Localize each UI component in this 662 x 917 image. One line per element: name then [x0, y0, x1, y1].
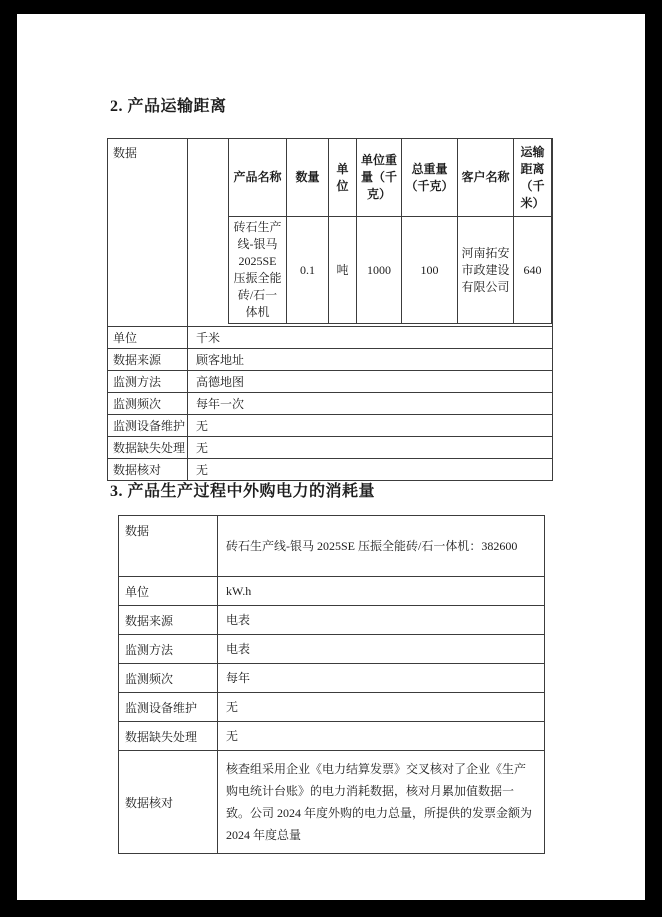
- table-row: [108, 139, 553, 327]
- cell-total-weight: 100: [402, 217, 458, 324]
- row-label-cell: 数据缺失处理: [108, 437, 188, 459]
- cell-customer-name: 河南拓安市政建设有限公司: [458, 217, 514, 324]
- table-row: [119, 635, 545, 664]
- table-row: [119, 516, 545, 577]
- row-label-cell: 监测设备维护: [108, 415, 188, 437]
- table-row: [119, 693, 545, 722]
- cell-transport-distance: 640: [514, 217, 552, 324]
- row-value-cell: kW.h: [218, 577, 545, 606]
- row-value-cell: 无: [188, 415, 553, 437]
- product-detail-table: [228, 138, 552, 324]
- row-label-cell: 数据: [108, 139, 188, 327]
- row-value-cell: 电表: [218, 635, 545, 664]
- nested-table-cell: [188, 139, 553, 327]
- table-row: [229, 217, 552, 324]
- row-label-cell: 单位: [119, 577, 218, 606]
- row-value-cell: 无: [188, 437, 553, 459]
- table-row: [119, 606, 545, 635]
- header-transport-distance: 运输距离（千米）: [514, 139, 552, 217]
- row-label-cell: 数据来源: [119, 606, 218, 635]
- row-value-cell: 千米: [188, 327, 553, 349]
- row-value-cell: 每年: [218, 664, 545, 693]
- row-label-cell: 单位: [108, 327, 188, 349]
- cell-unit-weight: 1000: [357, 217, 402, 324]
- row-label-cell: 数据核对: [119, 751, 218, 854]
- table-row: [108, 437, 553, 459]
- table-row: [108, 371, 553, 393]
- row-value-cell: 每年一次: [188, 393, 553, 415]
- table-row: [119, 722, 545, 751]
- row-value-cell: 无: [218, 722, 545, 751]
- header-unit: 单位: [329, 139, 357, 217]
- header-customer-name: 客户名称: [458, 139, 514, 217]
- row-label-cell: 数据来源: [108, 349, 188, 371]
- section-2-heading: 2. 产品运输距离: [110, 98, 227, 115]
- table-row: [119, 751, 545, 854]
- table-row: [108, 393, 553, 415]
- table-row: [108, 349, 553, 371]
- row-value-cell: 高德地图: [188, 371, 553, 393]
- header-product-name: 产品名称: [229, 139, 287, 217]
- electricity-consumption-table: [118, 515, 545, 854]
- table-row: [119, 664, 545, 693]
- header-unit-weight: 单位重量（千克）: [357, 139, 402, 217]
- row-label-cell: 数据: [119, 516, 218, 577]
- header-total-weight: 总重量（千克）: [402, 139, 458, 217]
- row-label-cell: 数据核对: [108, 459, 188, 481]
- cell-product-name: 砖石生产线-银马2025SE 压振全能砖/石一体机: [229, 217, 287, 324]
- row-value-cell: 无: [188, 459, 553, 481]
- row-label-cell: 监测方法: [119, 635, 218, 664]
- table-row: [108, 415, 553, 437]
- row-value-cell: 核查组采用企业《电力结算发票》交叉核对了企业《生产购电统计台账》的电力消耗数据，核对月累加值数据一致。公司 2024 年度外购的电力总量，所提供的发票金额为 2024 年度总量: [218, 751, 545, 854]
- row-label-cell: 监测设备维护: [119, 693, 218, 722]
- row-value-cell: 电表: [218, 606, 545, 635]
- header-quantity: 数量: [287, 139, 329, 217]
- transport-distance-table: [107, 138, 553, 481]
- row-label-cell: 监测频次: [108, 393, 188, 415]
- table-header-row: [229, 139, 552, 217]
- row-label-cell: 数据缺失处理: [119, 722, 218, 751]
- cell-unit: 吨: [329, 217, 357, 324]
- table-row: [108, 327, 553, 349]
- row-value-cell: 砖石生产线-银马 2025SE 压振全能砖/石一体机：382600: [218, 516, 545, 577]
- cell-quantity: 0.1: [287, 217, 329, 324]
- section-3-heading: 3. 产品生产过程中外购电力的消耗量: [110, 483, 376, 500]
- row-label-cell: 监测方法: [108, 371, 188, 393]
- row-label-cell: 监测频次: [119, 664, 218, 693]
- row-value-cell: 顾客地址: [188, 349, 553, 371]
- row-value-cell: 无: [218, 693, 545, 722]
- table-row: [119, 577, 545, 606]
